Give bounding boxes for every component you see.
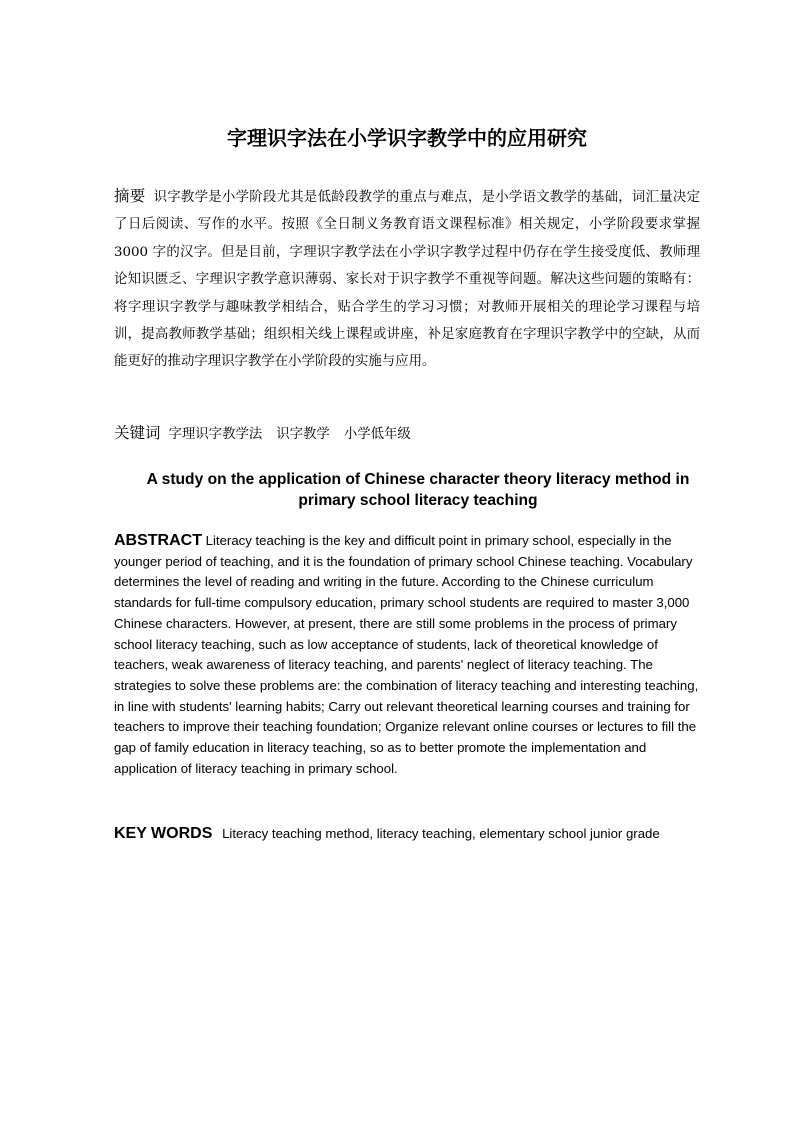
english-keywords-label: KEY WORDS: [114, 825, 213, 842]
english-abstract-text: Literacy teaching is the key and difficult point in primary school, especially in the younger period of teaching, and it is the foundation of primary school Chinese teaching. Vocabulary determines the level of reading and writing in the future. According to the Chinese curriculum standards for full-time compulsory education, primary school students are required to master 3,000 Chinese characters. However, at present, there are still some problems in the process of primary school literacy teaching, such as low acceptance of students, lack of theoretical knowledge of teachers, weak awareness of literacy teaching, and parents' neglect of literacy teaching. The strategies to solve these problems are: the combination of literacy teaching and interesting teaching, in line with students' learning habits; Carry out relevant theoretical learning courses and training for teachers to improve their teaching foundation; Organize relevant online courses or lectures to fill the gap of family education in literacy teaching, so as to better promote the implementation and application of literacy teaching in primary school.: [114, 533, 699, 776]
chinese-keyword: 小学低年级: [343, 427, 411, 442]
chinese-title: 字理识字法在小学识字教学中的应用研究: [227, 126, 587, 150]
chinese-keywords: [114, 420, 700, 448]
chinese-abstract: [114, 183, 700, 376]
chinese-abstract-text: 识字教学是小学阶段尤其是低龄段教学的重点与难点，是小学语文教学的基础，词汇量决定了日后阅读、写作的水平。按照《全日制义务教育语文课程标准》相关规定，小学阶段要求掌握 3000 字的汉字。但是目前，字理识字教学法在小学识字教学过程中仍存在学生接受度低、教师理论知识匮乏、字理识字教学意识薄弱、家长对于识字教学不重视等问题。解决这些问题的策略有：将字理识字教学与趣味教学相结合，贴合学生的学习习惯；对教师开展相关的理论学习课程与培训，提高教师教学基础；组织相关线上课程或讲座，补足家庭教育在字理识字教学中的空缺，从而能更好的推动字理识字教学在小学阶段的实施与应用。: [114, 190, 700, 370]
chinese-keyword: 识字教学: [276, 427, 330, 442]
chinese-abstract-label: 摘要: [114, 187, 146, 205]
english-abstract-label: ABSTRACT: [114, 532, 202, 549]
english-abstract: [114, 531, 704, 779]
chinese-keywords-label: 关键词: [114, 424, 161, 442]
english-keywords: [114, 823, 700, 844]
english-keywords-text: Literacy teaching method, literacy teaching, elementary school junior grade: [222, 826, 660, 841]
chinese-keyword: 字理识字教学法: [168, 427, 263, 442]
english-title: A study on the application of Chinese character theory literacy method in primary school literacy teaching: [146, 471, 690, 509]
